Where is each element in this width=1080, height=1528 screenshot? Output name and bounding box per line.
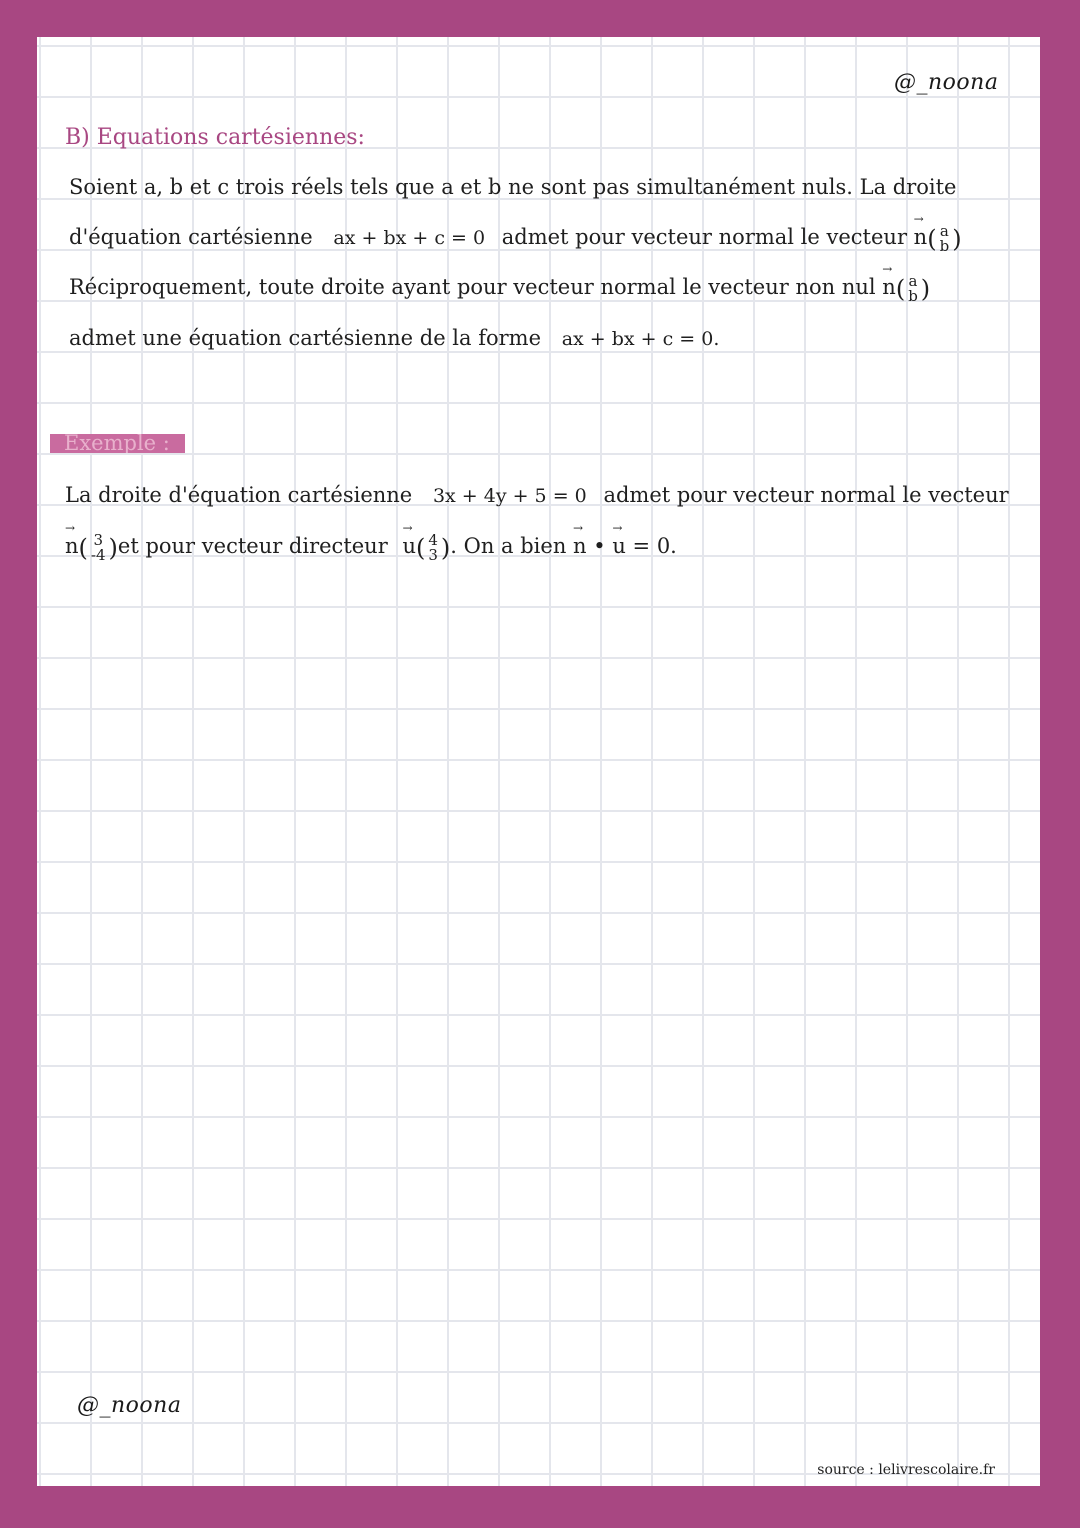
cartesian-form-equation: ax + bx + c = 0. — [561, 328, 720, 350]
line4-prefix: admet une équation cartésienne de la forme — [69, 326, 541, 350]
example-line-1 — [65, 480, 1009, 511]
dot-result: = 0. — [632, 534, 677, 558]
example-text-end: . On a bien — [450, 534, 567, 558]
line2-prefix: d'équation cartésienne — [69, 225, 313, 249]
cartesian-equation: ax + bx + c = 0 — [333, 227, 486, 249]
arrow-icon: → — [65, 521, 76, 535]
paragraph-line-2 — [69, 212, 962, 255]
example-vector-n: → n — [65, 521, 79, 558]
example-vector-u: → u — [402, 521, 416, 558]
arrow-icon: → — [612, 521, 623, 535]
vector-coordinates-2: ( a b ) — [895, 271, 931, 305]
example-u-coordinates: ( 4 3 ) — [415, 530, 451, 564]
dot-product-u: → u — [612, 521, 626, 558]
example-equation: 3x + 4y + 5 = 0 — [432, 485, 587, 507]
paragraph-line-4 — [69, 323, 729, 354]
signature-bottom: @_noona — [77, 1393, 182, 1418]
section-title: B) Equations cartésiennes: — [65, 125, 365, 150]
arrow-icon: → — [402, 521, 413, 535]
paragraph-line-3 — [69, 262, 931, 305]
arrow-icon: → — [913, 212, 924, 226]
example-line-2 — [65, 521, 677, 564]
notebook-page — [37, 37, 1040, 1486]
example-n-coordinates: ( 3 -4 ) — [78, 530, 118, 564]
normal-vector-n: → n — [913, 212, 928, 249]
arrow-icon: → — [882, 262, 893, 276]
vector-coordinates: ( a b ) — [927, 221, 962, 255]
example-prefix: La droite d'équation cartésienne — [65, 483, 413, 507]
dot-symbol: • — [593, 534, 606, 558]
paragraph-line-1: Soient a, b et c trois réels tels que a et b ne sont pas simultanément nuls. La droite — [69, 175, 957, 199]
source-credit: source : lelivrescolaire.fr — [817, 1462, 995, 1478]
line2-suffix: admet pour vecteur normal le vecteur — [501, 225, 907, 249]
line3-text: Réciproquement, toute droite ayant pour vecteur normal le vecteur non nul — [69, 275, 876, 299]
example-label: Exemple : — [50, 434, 185, 453]
normal-vector-n-2: → n — [882, 262, 896, 299]
signature-top: @_noona — [894, 70, 999, 95]
example-text-mid: et pour vecteur directeur — [117, 534, 388, 558]
example-suffix: admet pour vecteur normal le vecteur — [603, 483, 1009, 507]
dot-product-n: → n — [573, 521, 587, 558]
arrow-icon: → — [573, 521, 584, 535]
